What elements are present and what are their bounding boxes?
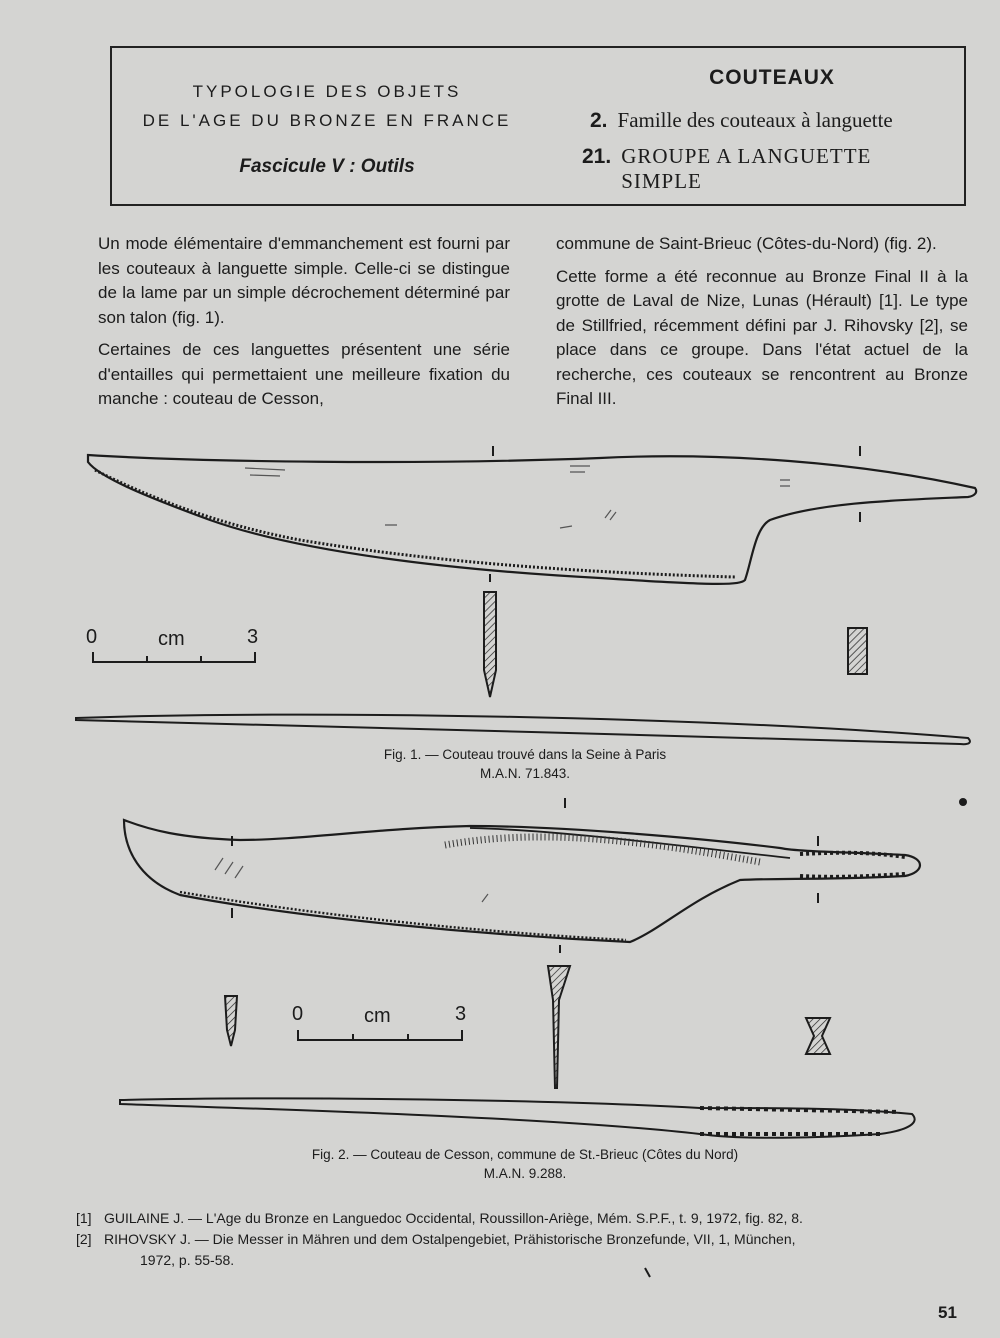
fig2-tang-section <box>806 1018 830 1054</box>
scale2-end: 3 <box>455 1003 467 1025</box>
fig1-caption <box>300 745 750 783</box>
footnote-2-continuation: 1972, p. 55-58. <box>140 1252 235 1268</box>
fig1-scale-bar <box>93 652 255 662</box>
main-title: COUTEAUX <box>709 66 835 89</box>
family-number: 2. <box>590 109 608 132</box>
paragraph: Un mode élémentaire d'emmanchement est fourni par les couteaux à languette simple. Celle-ci se distingue de la lame par un simple décrochement déterminé par son talon (fig. 1). <box>98 234 510 327</box>
fig2-handle-section <box>225 996 237 1046</box>
paragraph: commune de Saint-Brieuc (Côtes-du-Nord) (fig. 2). <box>556 234 937 253</box>
footnote-2-number: [2] <box>76 1231 92 1247</box>
scale2-unit: cm <box>364 1005 391 1027</box>
scale1-unit: cm <box>158 628 185 650</box>
scale2-start: 0 <box>292 1003 304 1025</box>
fig2-caption <box>200 1145 850 1183</box>
fig1-profile-view <box>76 715 970 745</box>
fig1-blade-section <box>484 592 496 697</box>
fig1-museum-number: M.A.N. 71.843. <box>479 766 571 781</box>
fig2-profile-view <box>120 1098 915 1137</box>
paragraph: Certaines de ces languettes présentent une série d'entailles qui permettaient une meilleure fixation du manche : couteau de Cesson, <box>98 340 510 408</box>
fig1-caption-text: Fig. 1. — Couteau trouvé dans la Seine à Paris <box>383 747 667 762</box>
family-label: Famille des couteaux à languette <box>617 108 893 132</box>
fig2-scale-bar <box>298 1030 462 1040</box>
fig2-caption-text: Fig. 2. — Couteau de Cesson, commune de St.-Brieuc (Côtes du Nord) <box>311 1147 739 1162</box>
fig2-blade-section <box>548 966 570 1088</box>
group-number: 21. <box>582 145 612 168</box>
page-number: 51 <box>938 1303 957 1322</box>
fascicule-label: Fascicule V : Outils <box>239 156 415 177</box>
series-title-line1: TYPOLOGIE DES OBJETS <box>192 82 462 101</box>
group-label: GROUPE A LANGUETTE SIMPLE <box>621 144 872 193</box>
footnote-2 <box>76 1229 966 1250</box>
footnote-1 <box>76 1208 966 1229</box>
footnote-1-number: [1] <box>76 1210 92 1226</box>
footnotes <box>76 1208 966 1271</box>
fig2-knife-drawing <box>124 798 920 953</box>
fig1-tang-section <box>848 628 867 674</box>
fig2-museum-number: M.A.N. 9.288. <box>483 1166 567 1181</box>
footnote-2-text: RIHOVSKY J. — Die Messer in Mähren und dem Ostalpengebiet, Prähistorische Bronzefunde, VII, 1, München, <box>104 1231 796 1247</box>
footnote-1-text: GUILAINE J. — L'Age du Bronze en Languedoc Occidental, Roussillon-Ariège, Mém. S.P.F., t. 9, 1972, fig. 82, 8. <box>104 1210 803 1226</box>
fig1-knife-drawing <box>88 446 976 584</box>
paragraph: Cette forme a été reconnue au Bronze Final II à la grotte de Laval de Nize, Lunas (Hérault) [1]. Le type de Stillfried, récemment défini par J. Rihovsky [2], se place dans ce groupe. Dans l'état actuel de la recherche, ces couteaux se rencontrent au Bronze Final III. <box>556 266 968 408</box>
series-title-line2: DE L'AGE DU BRONZE EN FRANCE <box>142 111 512 130</box>
scale1-start: 0 <box>86 626 98 648</box>
scale1-end: 3 <box>247 626 259 648</box>
